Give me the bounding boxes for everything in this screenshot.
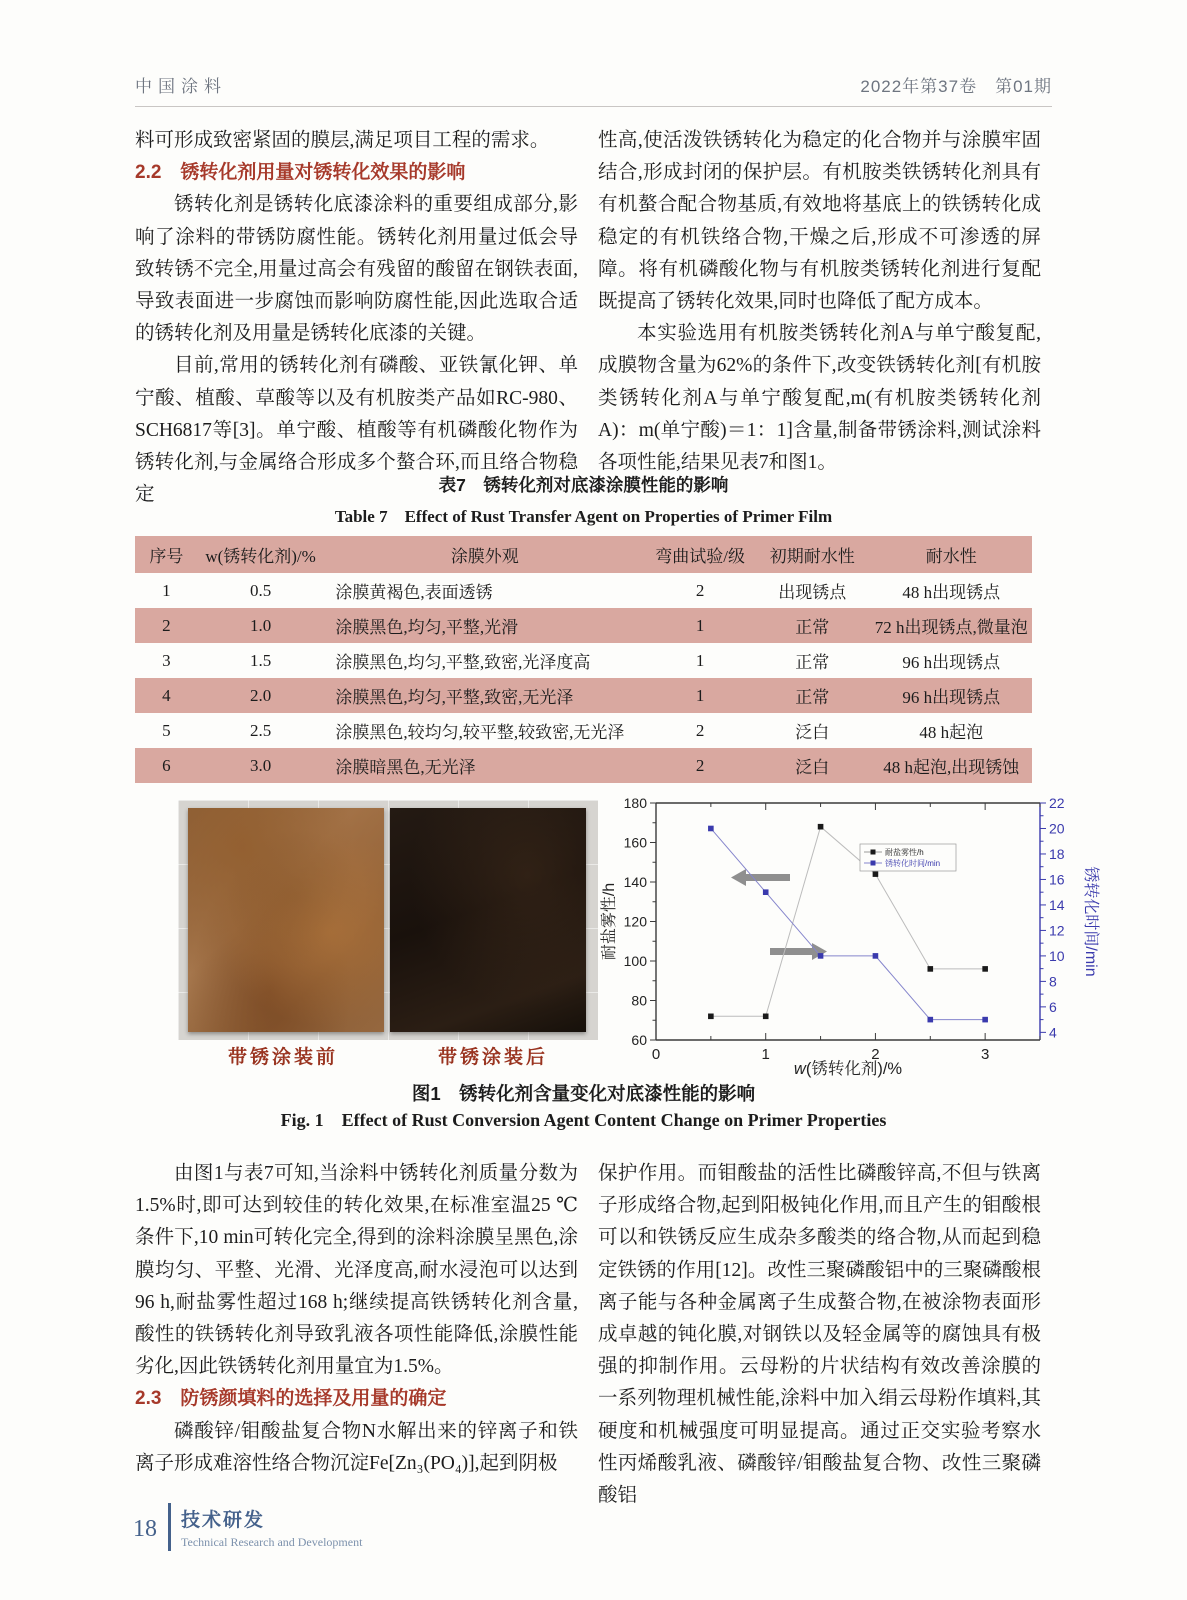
page-number: 18: [133, 1516, 157, 1542]
table-header-cell: 初期耐水性: [769, 547, 855, 566]
x-tick-label: 2: [871, 1046, 880, 1063]
table-cell: 泛白: [795, 758, 830, 777]
section-heading: 2.2 锈转化剂用量对锈转化效果的影响: [135, 162, 466, 184]
paragraph: 磷酸锌/钼酸盐复合物N水解出来的锌离子和铁离子形成难溶性络合物沉淀Fe[Zn₃(PO₄)],起到阴极: [135, 1420, 578, 1474]
legend-label: 耐盐雾性/h: [885, 848, 924, 857]
table-cell: 泛白: [795, 723, 830, 742]
section-heading: 2.3 防锈颜填料的选择及用量的确定: [135, 1388, 447, 1410]
paragraph: 料可形成致密紧固的膜层,满足项目工程的需求。: [135, 130, 550, 151]
table-title-en: Table 7 Effect of Rust Transfer Agent on Properties of Primer Film: [334, 507, 833, 526]
table-cell: 3.0: [249, 755, 272, 775]
table-cell: 出现锈点: [778, 583, 847, 602]
table-cell: 48 h出现锈点: [902, 583, 1001, 602]
page-header: [135, 72, 1052, 107]
yl-tick-label: 140: [623, 874, 647, 890]
table-header-cell: 弯曲试验/级: [655, 547, 745, 566]
yl-tick-label: 160: [623, 834, 647, 851]
x-tick-label: 0: [651, 1046, 661, 1063]
photo-rusty-panel-before: [188, 808, 384, 1032]
table-cell: 4: [162, 685, 171, 705]
column-top-right: [598, 125, 1041, 479]
table-title-zh: 表7 锈转化剂对底漆涂膜性能的影响: [438, 475, 729, 495]
table-row: [135, 643, 1032, 678]
table-cell: 正常: [795, 653, 830, 672]
figure-caption-zh: 图1 锈转化剂含量变化对底漆性能的影响: [411, 1083, 756, 1104]
table-row: [135, 748, 1032, 783]
table-cell: 5: [162, 720, 171, 740]
paragraph: 本实验选用有机胺类锈转化剂A与单宁酸复配,成膜物含量为62%的条件下,改变铁锈转化剂[有机胺类锈转化剂A与单宁酸复配,m(有机胺类锈转化剂A)：m(单宁酸)＝1：1]含量,制备带锈涂料,测试涂料各项性能,结果见表7和图1。: [598, 323, 1041, 474]
table-header-cell: 涂膜外观: [450, 547, 519, 566]
y-left-title: 耐盐雾性/h: [601, 882, 618, 961]
table-cell: 96 h出现锈点: [902, 653, 1001, 672]
table-cell: 6: [162, 755, 171, 775]
table-cell: 涂膜黑色,较均匀,较平整,较致密,无光泽: [335, 723, 625, 742]
table7-block: [135, 472, 1032, 783]
table-row: [135, 678, 1032, 713]
column-top-left: [135, 125, 578, 511]
photo-coated-panel-after: [390, 808, 586, 1032]
table-row: [135, 608, 1032, 643]
table-cell: 72 h出现锈点,微量泡: [874, 618, 1028, 637]
legend-marker: [871, 850, 876, 855]
journal-name: 中国涂料: [135, 77, 227, 96]
table-cell: 正常: [795, 618, 830, 637]
series-marker: [818, 824, 824, 830]
table-cell: 0.5: [249, 580, 272, 600]
table-cell: 2.5: [249, 720, 272, 740]
table-cell: 96 h出现锈点: [902, 688, 1001, 707]
table-cell: 1.0: [249, 615, 272, 635]
yr-tick-label: 16: [1049, 871, 1065, 888]
yl-tick-label: 120: [623, 913, 647, 930]
table-cell: 涂膜黑色,均匀,平整,光滑: [335, 618, 519, 637]
series-marker: [708, 1014, 714, 1020]
column-bottom-right: [598, 1158, 1041, 1512]
x-tick-label: 3: [980, 1046, 990, 1063]
photo-caption-before: 带锈涂装前: [227, 1047, 338, 1068]
paragraph: 由图1与表7可知,当涂料中锈转化剂质量分数为1.5%时,即可达到较佳的转化效果,在标准室温25 ℃条件下,10 min可转化完全,得到的涂料涂膜呈黑色,涂膜均匀、平整、光滑、光泽度高,耐水浸泡可以达到96 h,耐盐雾性超过168 h;继续提高铁锈转化剂含量,酸性的铁锈转化剂导致乳液各项性能降低,涂膜性能劣化,因此铁锈转化剂用量宜为1.5%。: [135, 1163, 578, 1378]
table-cell: 2.0: [249, 685, 272, 705]
journal-issue: 2022年第37卷 第01期: [860, 77, 1052, 96]
table-cell: 48 h起泡,出现锈蚀: [883, 758, 1020, 777]
table-row: [135, 713, 1032, 748]
table-cell: 1: [695, 685, 705, 705]
figure1-chart: [598, 790, 1103, 1082]
x-axis-title: w(锈转化剂)/%: [793, 1060, 903, 1078]
yr-tick-label: 22: [1049, 795, 1065, 811]
yr-tick-label: 18: [1049, 845, 1065, 862]
table-cell: 涂膜黄褐色,表面透锈: [335, 583, 493, 602]
table-cell: 48 h起泡: [919, 723, 984, 742]
table-row: [135, 573, 1032, 608]
legend-label: 锈转化时间/min: [885, 859, 941, 868]
yl-tick-label: 180: [623, 795, 647, 811]
yr-tick-label: 10: [1049, 947, 1065, 964]
table-cell: 1: [162, 580, 171, 600]
paragraph: 目前,常用的锈转化剂有磷酸、亚铁氰化钾、单宁酸、植酸、草酸等以及有机胺类产品如RC-980、SCH6817等[3]。单宁酸、植酸等有机磷酸化物作为锈转化剂,与金属络合形成多个螯合环,而且络合物稳定: [135, 355, 578, 506]
series-marker: [708, 826, 714, 832]
series-marker: [927, 966, 933, 972]
footer-section-zh: 技术研发: [181, 1509, 266, 1531]
paragraph: 性高,使活泼铁锈转化为稳定的化合物并与涂膜牢固结合,形成封闭的保护层。有机胺类铁锈转化剂具有有机螯合配合物基质,有效地将基底上的铁锈转化成稳定的有机铁络合物,干燥之后,形成不可渗透的屏障。将有机磷酸化物与有机胺类锈转化剂进行复配既提高了锈转化效果,同时也降低了配方成本。: [598, 130, 1041, 313]
yl-tick-label: 100: [623, 953, 647, 969]
table-cell: 涂膜黑色,均匀,平整,致密,光泽度高: [335, 653, 591, 672]
legend-marker: [871, 861, 876, 866]
table-header-row: [135, 536, 1032, 573]
y-right-title: 锈转化时间/min: [1082, 866, 1099, 977]
photo-caption-after: 带锈涂装后: [437, 1047, 548, 1068]
photo-captions: [178, 1042, 598, 1069]
table-cell: 涂膜暗黑色,无光泽: [335, 758, 476, 777]
page-footer: [133, 1503, 362, 1551]
yr-tick-label: 4: [1049, 1024, 1057, 1041]
series-marker: [982, 1017, 988, 1023]
table-header-cell: 耐水性: [925, 547, 977, 566]
figure-photos: [178, 800, 598, 1040]
table-header-cell: 序号: [149, 547, 184, 566]
yr-tick-label: 20: [1049, 820, 1065, 837]
table-cell: 2: [162, 615, 171, 635]
yr-tick-label: 12: [1049, 922, 1065, 939]
yr-tick-label: 6: [1049, 998, 1057, 1015]
table-cell: 1: [695, 615, 705, 635]
yr-tick-label: 8: [1049, 973, 1057, 990]
yl-tick-label: 80: [631, 992, 647, 1009]
series-marker: [927, 1017, 933, 1023]
column-bottom-left: [135, 1158, 578, 1480]
table-cell: 3: [162, 650, 171, 670]
yl-tick-label: 60: [631, 1032, 647, 1048]
series-marker: [873, 953, 879, 959]
figure-caption-en: Fig. 1 Effect of Rust Conversion Agent Content Change on Primer Properties: [280, 1110, 887, 1130]
paragraph: 锈转化剂是锈转化底漆涂料的重要组成部分,影响了涂料的带锈防腐性能。锈转化剂用量过低会导致转锈不完全,用量过高会有残留的酸留在钢铁表面,导致表面进一步腐蚀而影响防腐性能,因此选取合适的锈转化剂及用量是锈转化底漆的关键。: [135, 194, 578, 345]
series-marker: [818, 953, 824, 959]
table-cell: 1: [695, 650, 705, 670]
table-header-cell: w(锈转化剂)/%: [205, 547, 316, 566]
table-cell: 2: [695, 720, 705, 740]
paragraph: 保护作用。而钼酸盐的活性比磷酸锌高,不但与铁离子形成络合物,起到阳极钝化作用,而且产生的钼酸根可以和铁锈反应生成杂多酸类的络合物,从而起到稳定铁锈的作用[12]。改性三聚磷酸铝中的三聚磷酸根离子能与各种金属离子生成螯合物,在被涂物表面形成卓越的钝化膜,对钢铁以及轻金属等的腐蚀具有极强的抑制作用。云母粉的片状结构有效改善涂膜的一系列物理机械性能,涂料中加入绢云母粉作填料,其硬度和机械强度可明显提高。通过正交实验考察水性丙烯酸乳液、磷酸锌/钼酸盐复合物、改性三聚磷酸铝: [598, 1163, 1041, 1507]
left-arrow: [731, 869, 790, 886]
series-marker: [982, 966, 988, 972]
table-cell: 2: [695, 755, 705, 775]
series-marker: [873, 871, 879, 877]
table-cell: 正常: [795, 688, 830, 707]
table-cell: 涂膜黑色,均匀,平整,致密,无光泽: [335, 688, 574, 707]
x-tick-label: 1: [761, 1046, 770, 1063]
yr-tick-label: 14: [1049, 896, 1065, 913]
footer-section-en: Technical Research and Development: [181, 1534, 363, 1549]
table-cell: 2: [695, 580, 705, 600]
series-marker: [763, 1014, 769, 1020]
table7: [135, 536, 1032, 783]
footer-section: [181, 1505, 362, 1550]
table-cell: 1.5: [249, 650, 272, 670]
series-marker: [763, 889, 769, 895]
footer-divider: [168, 1503, 171, 1551]
